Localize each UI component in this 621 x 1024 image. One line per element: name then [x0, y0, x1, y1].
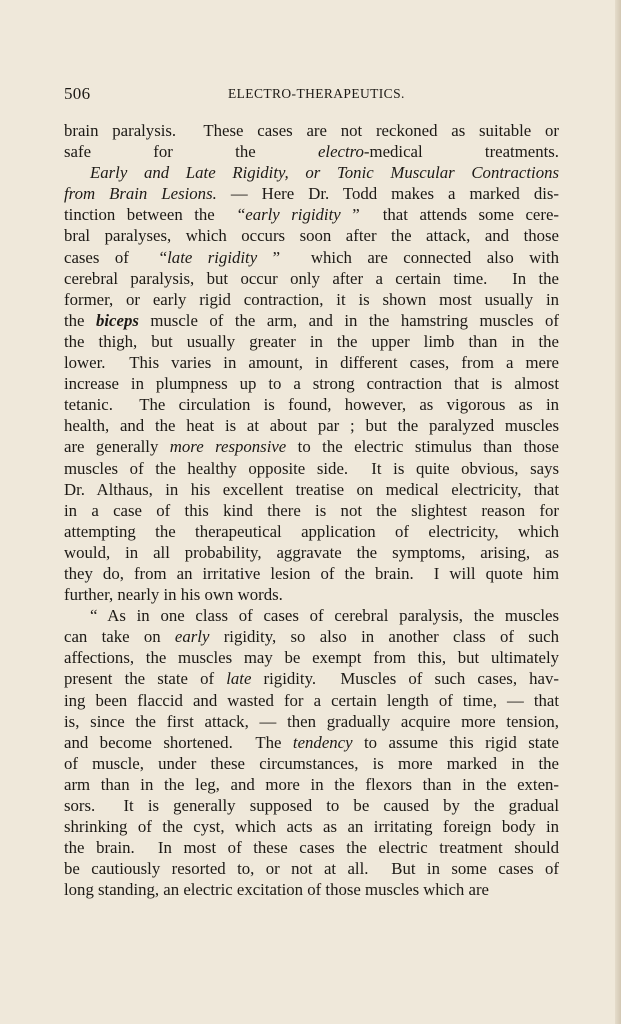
text-line [64, 225, 559, 246]
text-line [64, 331, 559, 352]
text-run: from Brain Lesions. [64, 184, 217, 204]
text-line [64, 774, 559, 795]
text-line [64, 542, 559, 563]
text-line [64, 858, 559, 879]
text-line [64, 500, 559, 521]
text-run: increase in plumpness up to a strong contraction that is almost [64, 374, 559, 394]
text-run: sors. It is generally supposed to be caused by the gradual [64, 796, 559, 815]
text-run: cases of “ [64, 247, 168, 267]
text-line [64, 373, 559, 394]
text-run: electro [317, 142, 364, 162]
text-run: the thigh, but usually greater in the upper limb than in the [64, 331, 559, 351]
text-run: is, since the first attack, — then gradually acquire more tension, [64, 711, 559, 731]
text-run: shrinking of the cyst, which acts as an irritating foreign body in [64, 817, 559, 837]
text-run: early rigidity [245, 205, 341, 225]
text-line [64, 816, 559, 837]
text-run: ing been flaccid and wasted for a certain length of time, — that [64, 690, 559, 710]
text-line [64, 310, 559, 331]
text-line [64, 795, 559, 816]
text-run: arm than in the leg, and more in the flexors than in the exten- [64, 774, 559, 794]
text-run: more responsive [169, 437, 287, 457]
text-run: rigidity, so also in another class of such [209, 627, 559, 647]
text-run: bral paralyses, which occurs soon after the attack, and those [64, 226, 559, 246]
text-run: in a case of this kind there is not the slightest reason for [64, 500, 559, 520]
text-line [64, 879, 559, 900]
text-run: late rigidity [167, 247, 258, 267]
text-line [64, 563, 559, 584]
text-run: present the state of [64, 669, 227, 689]
text-line [64, 668, 559, 689]
text-run: cerebral paralysis, but occur only after a certain time. In the [64, 268, 559, 288]
text-run: late [226, 669, 252, 689]
text-line [64, 204, 559, 225]
text-line [64, 837, 559, 858]
text-run: muscle of the arm, and in the hamstring muscles of [138, 310, 559, 330]
text-run: lower. This varies in amount, in different cases, from a mere [64, 353, 559, 373]
text-line [64, 394, 559, 415]
text-run: can take on [64, 627, 175, 647]
text-run: muscles of the healthy opposite side. It is quite obvious, says [64, 458, 559, 478]
text-run: ” that attends some cere- [340, 205, 559, 225]
text-line [64, 352, 559, 373]
page-header [64, 84, 564, 104]
text-run: biceps [96, 310, 139, 330]
text-run: attempting the therapeutical application of electricity, which [64, 521, 559, 541]
text-line [64, 479, 559, 500]
text-run: tinction between the “ [64, 205, 246, 225]
text-run: tetanic. The circulation is found, however, as vigorous as in [64, 395, 559, 415]
text-run: and become shortened. The [64, 732, 293, 752]
text-line [64, 647, 559, 668]
text-run: tendency [292, 732, 353, 752]
text-line [64, 626, 559, 647]
text-run: further, nearly in his own words. [64, 585, 283, 605]
text-run: to the electric stimulus than those [286, 437, 559, 457]
text-run: early [174, 627, 210, 647]
text-run: former, or early rigid contraction, it is shown most usually in [64, 289, 559, 309]
text-run: of muscle, under these circumstances, is more marked in the [64, 753, 559, 773]
text-line [64, 415, 559, 436]
text-line [64, 521, 559, 542]
text-run: Early and Late Rigidity, or Tonic Muscular Contractions [90, 163, 559, 183]
running-head: ELECTRO-THERAPEUTICS. [228, 86, 405, 101]
text-run: be cautiously resorted to, or not at all. But in some cases of [64, 859, 559, 879]
text-run: to assume this rigid state [352, 732, 559, 752]
text-run: — Here Dr. Todd makes a marked dis- [216, 184, 559, 204]
text-line [64, 690, 559, 711]
text-run: long standing, an electric excitation of those muscles which are [64, 880, 489, 900]
text-run: they do, from an irritative lesion of the brain. I will quote him [64, 563, 559, 583]
text-run: “ As in one class of cases of cerebral paralysis, the muscles [90, 606, 559, 626]
text-line [64, 458, 559, 479]
text-run: ” which are connected also with [257, 247, 560, 267]
text-run: the brain. In most of these cases the electric treatment should [64, 838, 559, 858]
text-run: -medical treatments. [363, 142, 559, 162]
text-line [64, 732, 559, 753]
text-line [64, 753, 559, 774]
text-line [64, 183, 559, 204]
text-run: rigidity. Muscles of such cases, hav- [251, 669, 559, 689]
text-run: Dr. Althaus, in his excellent treatise on medical electricity, that [64, 479, 559, 499]
page-edge [615, 0, 621, 1024]
text-run: brain paralysis. These cases are not reckoned as suitable or [64, 121, 559, 140]
text-run: safe for the [64, 142, 318, 162]
text-line [64, 436, 559, 457]
text-run: would, in all probability, aggravate the symptoms, arising, as [64, 542, 559, 562]
text-line [64, 141, 559, 162]
text-run: the [64, 310, 96, 330]
text-line [64, 711, 559, 732]
text-line [64, 268, 559, 289]
text-run: affections, the muscles may be exempt from this, but ultimately [64, 648, 559, 668]
text-line [64, 120, 559, 141]
page-number: 506 [64, 84, 91, 103]
text-line [64, 247, 559, 268]
text-run: are generally [64, 437, 170, 457]
text-run: health, and the heat is at about par ; but the paralyzed muscles [64, 416, 559, 436]
text-line [64, 289, 559, 310]
text-line [64, 584, 559, 605]
text-line [64, 162, 559, 183]
text-line [64, 605, 559, 626]
body-text [64, 120, 559, 900]
